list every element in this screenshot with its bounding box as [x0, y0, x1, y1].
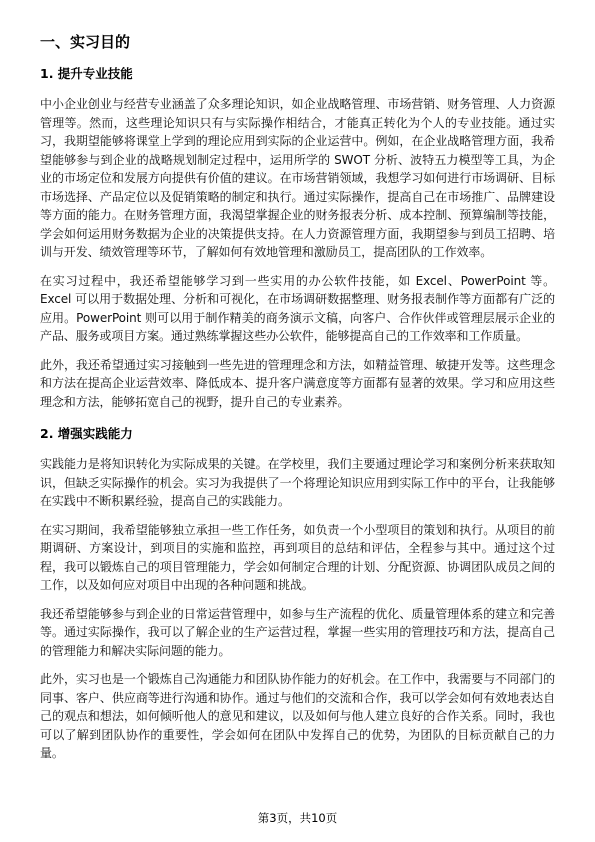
paragraph: 在实习过程中，我还希望能够学习到一些实用的办公软件技能，如 Excel、PowerPoint 等。Excel 可以用于数据处理、分析和可视化，在市场调研数据整理、财务报表制作等方面都有广泛的应用。PowerPoint 则可以用于制作精美的商务演示文稿，向客户、合作伙伴或管理层展示企业的产品、服务或项目方案。通过熟练掌握这些办公软件，能够提高自己的工作效率和工作质量。: [40, 273, 555, 343]
paragraph: 此外，实习也是一个锻炼自己沟通能力和团队协作能力的好机会。在工作中，我需要与不同部门的同事、客户、供应商等进行沟通和协作。通过与他们的交流和合作，我可以学会如何有效地表达自己的观点和想法，如何倾听他人的意见和建议，以及如何与他人建立良好的合作关系。同时，我也可以了解到团队协作的重要性，学会如何在团队中发挥自己的优势，为团队的目标贡献自己的力量。: [40, 672, 555, 760]
paragraph: 我还希望能够参与到企业的日常运营管理中，如参与生产流程的优化、质量管理体系的建立和完善等。通过实际操作，我可以了解企业的生产运营过程，掌握一些实用的管理技巧和方法，提高自己的管理能力和解决实际问题的能力。: [40, 606, 555, 658]
paragraph: 实践能力是将知识转化为实际成果的关键。在学校里，我们主要通过理论学习和案例分析来获取知识，但缺乏实际操作的机会。实习为我提供了一个将理论知识应用到实际工作中的平台，让我能够在实践中不断积累经验，提高自己的实践能力。: [40, 457, 555, 508]
paragraph: 在实习期间，我希望能够独立承担一些工作任务，如负责一个小型项目的策划和执行。从项目的前期调研、方案设计，到项目的实施和监控，再到项目的总结和评估，全程参与其中。通过这个过程，我可以锻炼自己的项目管理能力，学会如何制定合理的计划、分配资源、协调团队成员之间的工作，以及如何应对项目中出现的各种问题和挑战。: [40, 522, 555, 592]
section-title: 一、实习目的: [40, 33, 131, 51]
page-content: [40, 31, 555, 763]
page-number: 第3页，共10页: [257, 811, 338, 825]
subsection-title-practical-ability: 2. 增强实践能力: [40, 426, 133, 441]
paragraph: 此外，我还希望通过实习接触到一些先进的管理理念和方法，如精益管理、敏捷开发等。这些理念和方法在提高企业运营效率、降低成本、提升客户满意度等方面都有显著的效果。学习和应用这些理念和方法，能够拓宽自己的视野，提升自己的专业素养。: [40, 357, 555, 409]
paragraph: 中小企业创业与经营专业涵盖了众多理论知识，如企业战略管理、市场营销、财务管理、人力资源管理等。然而，这些理论知识只有与实际操作相结合，才能真正转化为个人的专业技能。通过实习，我期望能够将课堂上学到的理论应用到实际的企业运营中。例如，在企业战略管理方面，我希望能够参与到企业的战略规划制定过程中，运用所学的 SWOT 分析、波特五力模型等工具，为企业的市场定位和发展方向提供有价值的建议。在市场营销领域，我想学习如何进行市场调研、目标市场选择、产品定位以及促销策略的制定和执行。通过实际操作，提高自己在市场推广、品牌建设等方面的能力。在财务管理方面，我渴望掌握企业的财务报表分析、成本控制、预算编制等技能，学会如何运用财务数据为企业的决策提供支持。在人力资源管理方面，我期望参与到员工招聘、培训与开发、绩效管理等环节，了解如何有效地管理和激励员工，提高团队的工作效率。: [40, 97, 555, 259]
subsection-title-professional-skills: 1. 提升专业技能: [40, 66, 133, 81]
